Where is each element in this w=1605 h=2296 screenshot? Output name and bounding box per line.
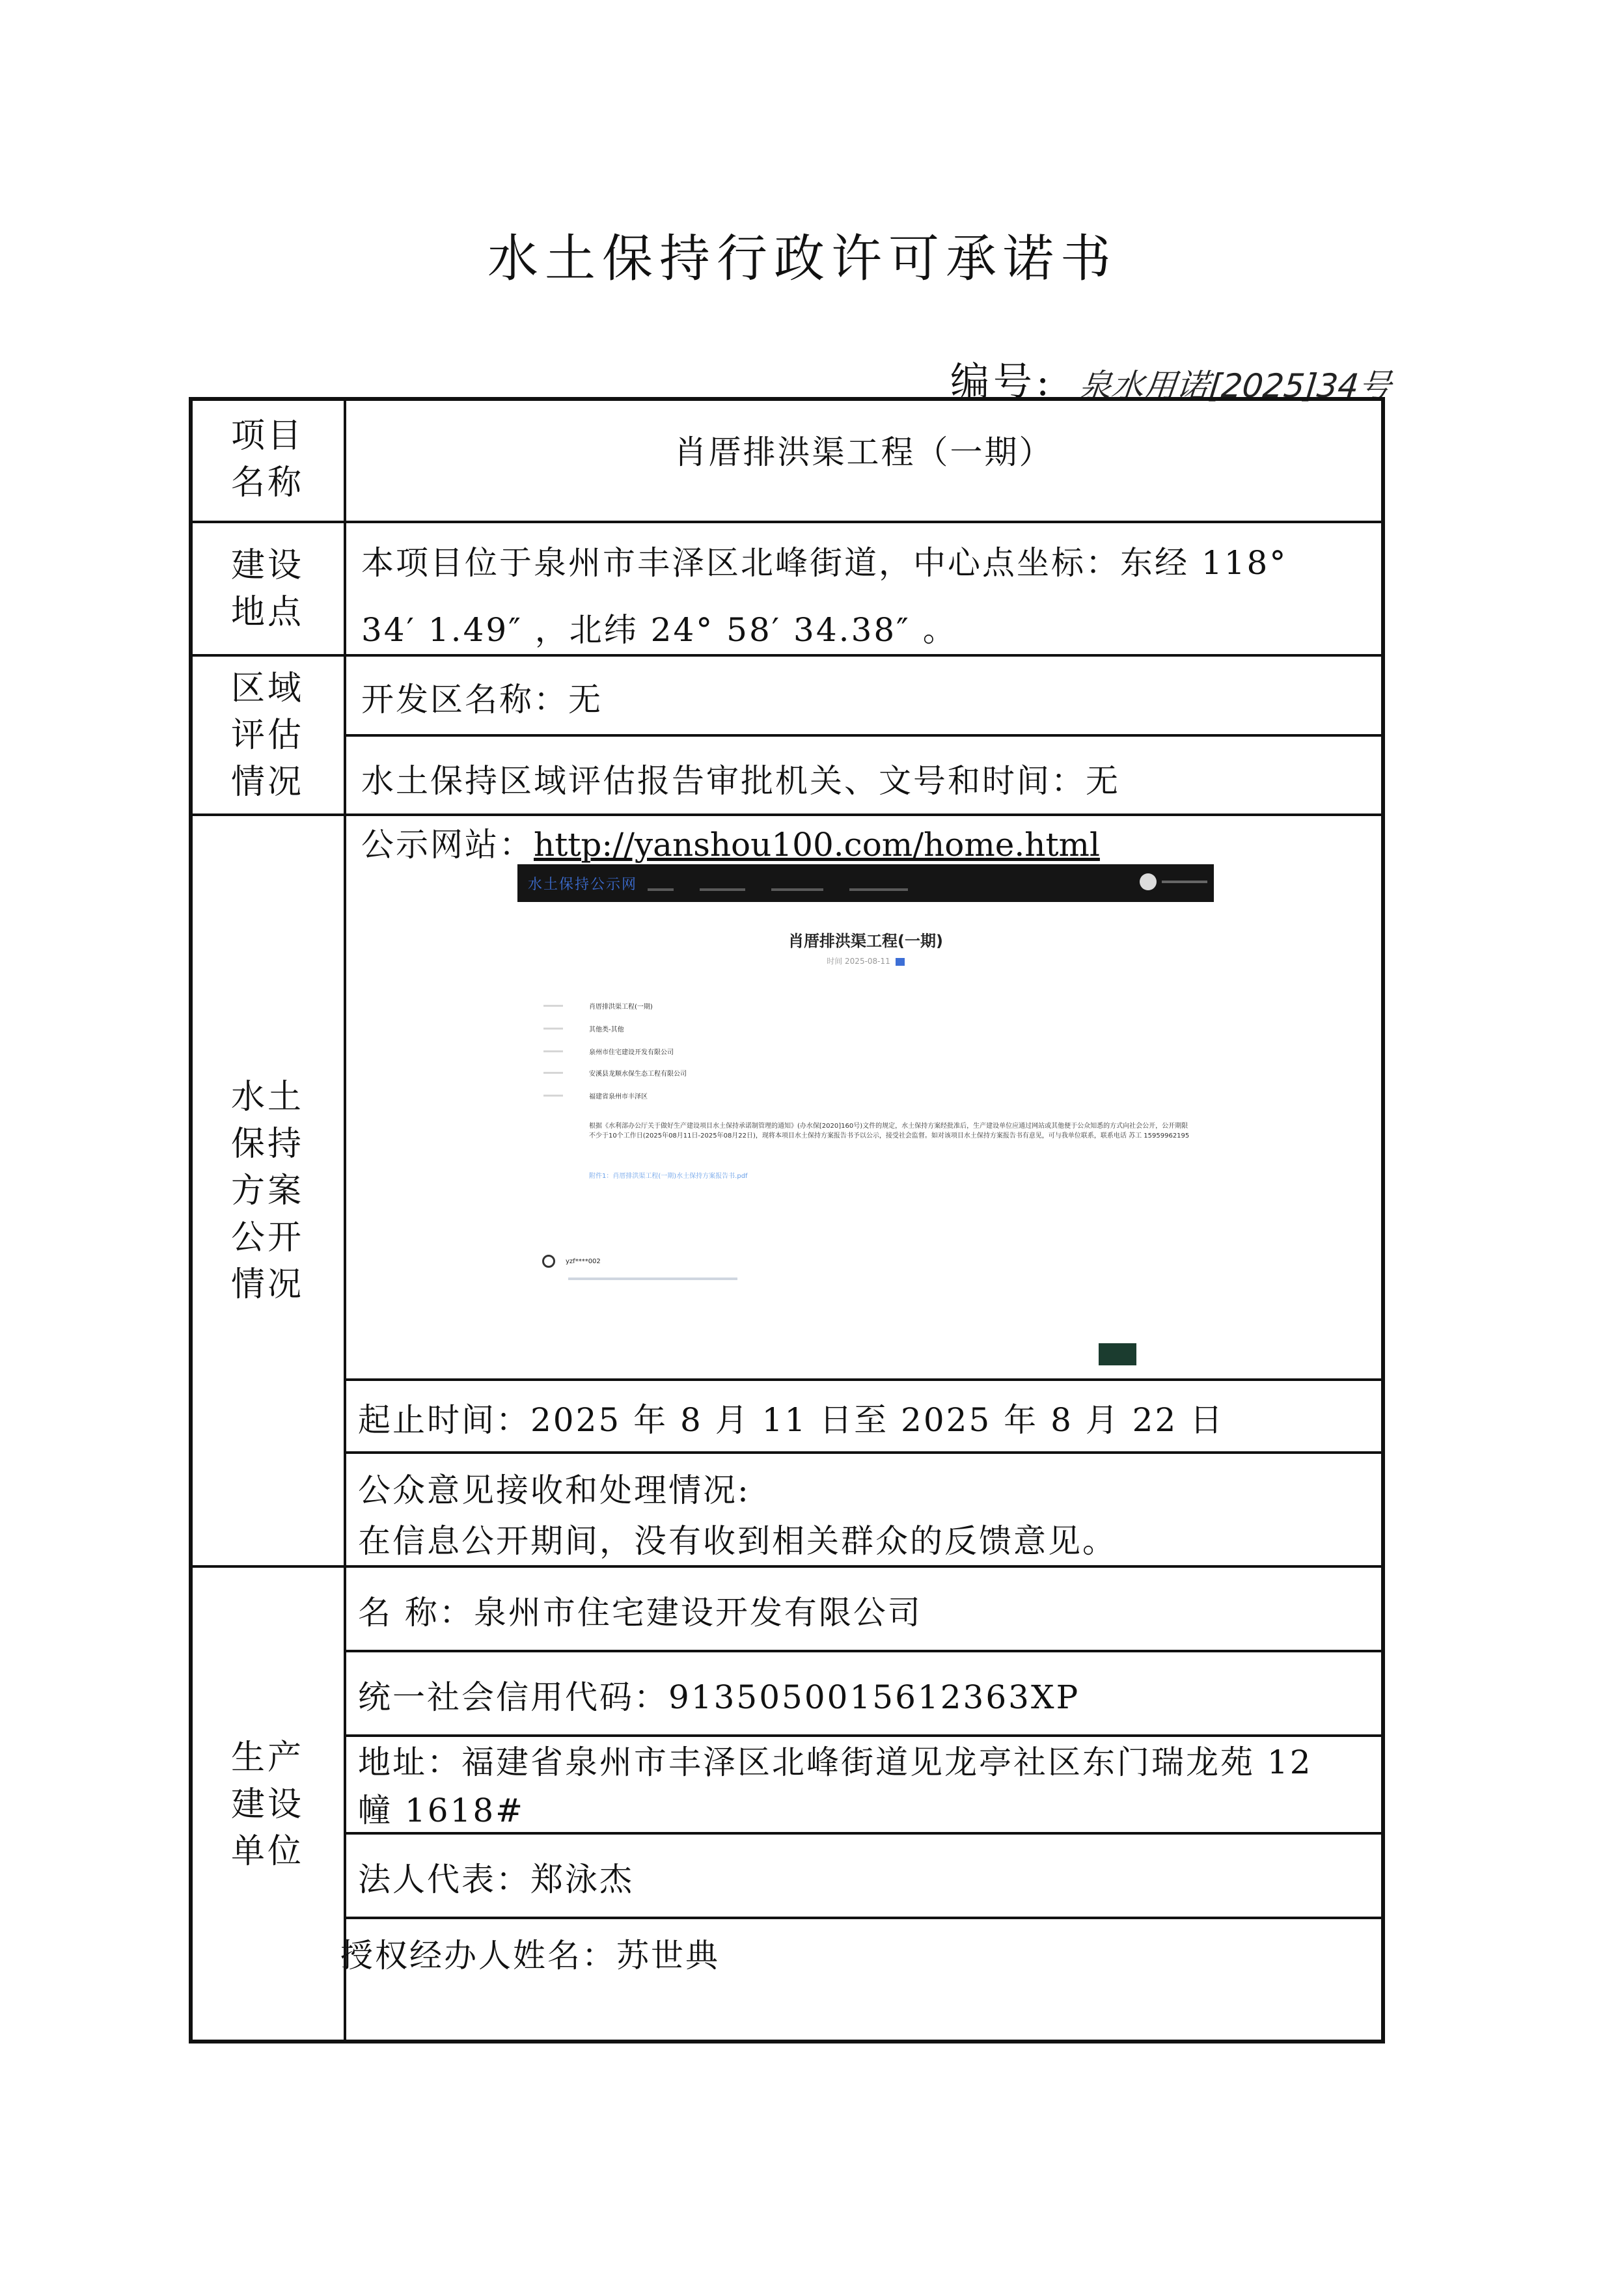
row-divider: [345, 1451, 1382, 1454]
builder-address-line-2: 幢 1618#: [358, 1792, 525, 1829]
row-divider: [191, 521, 1382, 523]
disclosure-period: 起止时间：2025 年 8 月 11 日至 2025 年 8 月 22 日: [358, 1401, 1225, 1439]
screenshot-brand: 水土保持公示网: [528, 877, 638, 893]
screenshot-info-row: 肖厝排洪渠工程(一期): [543, 1001, 1194, 1011]
screenshot-meta: 时间 2025-08-11: [517, 955, 1214, 966]
website-link[interactable]: http://yanshou100.com/home.html: [534, 826, 1100, 864]
builder-address-line-1: 地址：福建省泉州市丰泽区北峰街道见龙亭社区东门瑞龙苑 12: [358, 1743, 1313, 1781]
location-line-2: 34′ 1.49″ ，北纬 24° 58′ 34.38″ 。: [361, 611, 957, 649]
feedback-title: 公众意见接收和处理情况:: [358, 1471, 750, 1509]
row-divider: [345, 1650, 1382, 1652]
serial-label: 编号:: [950, 359, 1054, 405]
screenshot-info-row: 泉州市住宅建设开发有限公司: [543, 1046, 1194, 1057]
screenshot-info-row: 安溪县龙顺水保生态工程有限公司: [543, 1068, 1194, 1078]
avatar: [1140, 873, 1157, 890]
row-divider: [345, 1832, 1382, 1835]
label-location: 建设地点: [230, 545, 304, 632]
feedback-body: 在信息公开期间，没有收到相关群众的反馈意见。: [358, 1522, 1117, 1560]
screenshot-info-row: 其他类-其他: [543, 1024, 1194, 1034]
serial-value-handwritten: 泉水用诺[2025]34号: [1077, 367, 1393, 405]
location-line-1: 本项目位于泉州市丰泽区北峰街道，中心点坐标：东经 118°: [361, 544, 1288, 582]
screenshot-comment: [542, 1255, 601, 1268]
website-row: [361, 819, 1100, 866]
row-divider: [191, 1565, 1382, 1568]
row-divider: [191, 813, 1382, 816]
project-name-value: 肖厝排洪渠工程（一期）: [674, 433, 1054, 471]
builder-agent: 授权经办人姓名：苏世典: [340, 1937, 720, 1975]
assessment-approval: 水土保持区域评估报告审批机关、文号和时间：无: [361, 762, 1120, 800]
builder-credit-code: 统一社会信用代码：9135050015612363XP: [358, 1678, 1080, 1716]
screenshot-title: 肖厝排洪渠工程(一期): [788, 932, 943, 950]
website-label: 公示网站：: [361, 826, 534, 864]
row-divider: [191, 654, 1382, 657]
screenshot-commenter: yzf****002: [566, 1257, 601, 1265]
row-divider: [345, 1917, 1382, 1919]
screenshot-user: [1140, 873, 1207, 890]
builder-name: 名 称：泉州市住宅建设开发有限公司: [358, 1594, 922, 1632]
row-divider: [345, 734, 1382, 737]
disclosure-screenshot: [517, 864, 1214, 1378]
label-builder: 生产建设单位: [230, 1738, 304, 1871]
screenshot-notice-paragraph: 根据《水利部办公厅关于做好生产建设项目水土保持承诺制管理的通知》(办水保[2020]160号)文件的规定，水土保持方案经批准后，生产建设单位应通过网站或其他便于公众知悉的方式向社会公开，公开期限不少于10个工作日(2025年08月11日-2025年08月22日)，现将本项目水土保持方案报告书予以公示，接受社会监督。如对该项目水土保持方案报告书有意见，可与我单位联系，联系电话 苏工 15959962195: [589, 1123, 1190, 1140]
screenshot-info-row: 福建省泉州市丰泽区: [543, 1091, 1194, 1101]
screenshot-attachment-link[interactable]: 附件1：肖厝排洪渠工程(一期)水土保持方案报告书.pdf: [589, 1173, 748, 1180]
column-divider: [344, 398, 346, 2042]
screenshot-navbar: [517, 864, 1214, 902]
row-divider: [345, 1378, 1382, 1381]
builder-legal-rep: 法人代表：郑泳杰: [358, 1861, 634, 1898]
screenshot-nav-items: [648, 881, 1012, 885]
comment-icon: [542, 1255, 555, 1268]
calendar-icon: [896, 958, 905, 966]
label-project-name: 项目名称: [230, 417, 304, 502]
screenshot-submit-button[interactable]: [1099, 1343, 1136, 1365]
document-title: 水土保持行政许可承诺书: [487, 230, 1118, 288]
label-disclosure: 水土保持方案公开情况: [230, 1077, 304, 1304]
label-regional-assessment: 区域评估情况: [230, 668, 304, 802]
dev-zone-name: 开发区名称：无: [361, 681, 603, 718]
